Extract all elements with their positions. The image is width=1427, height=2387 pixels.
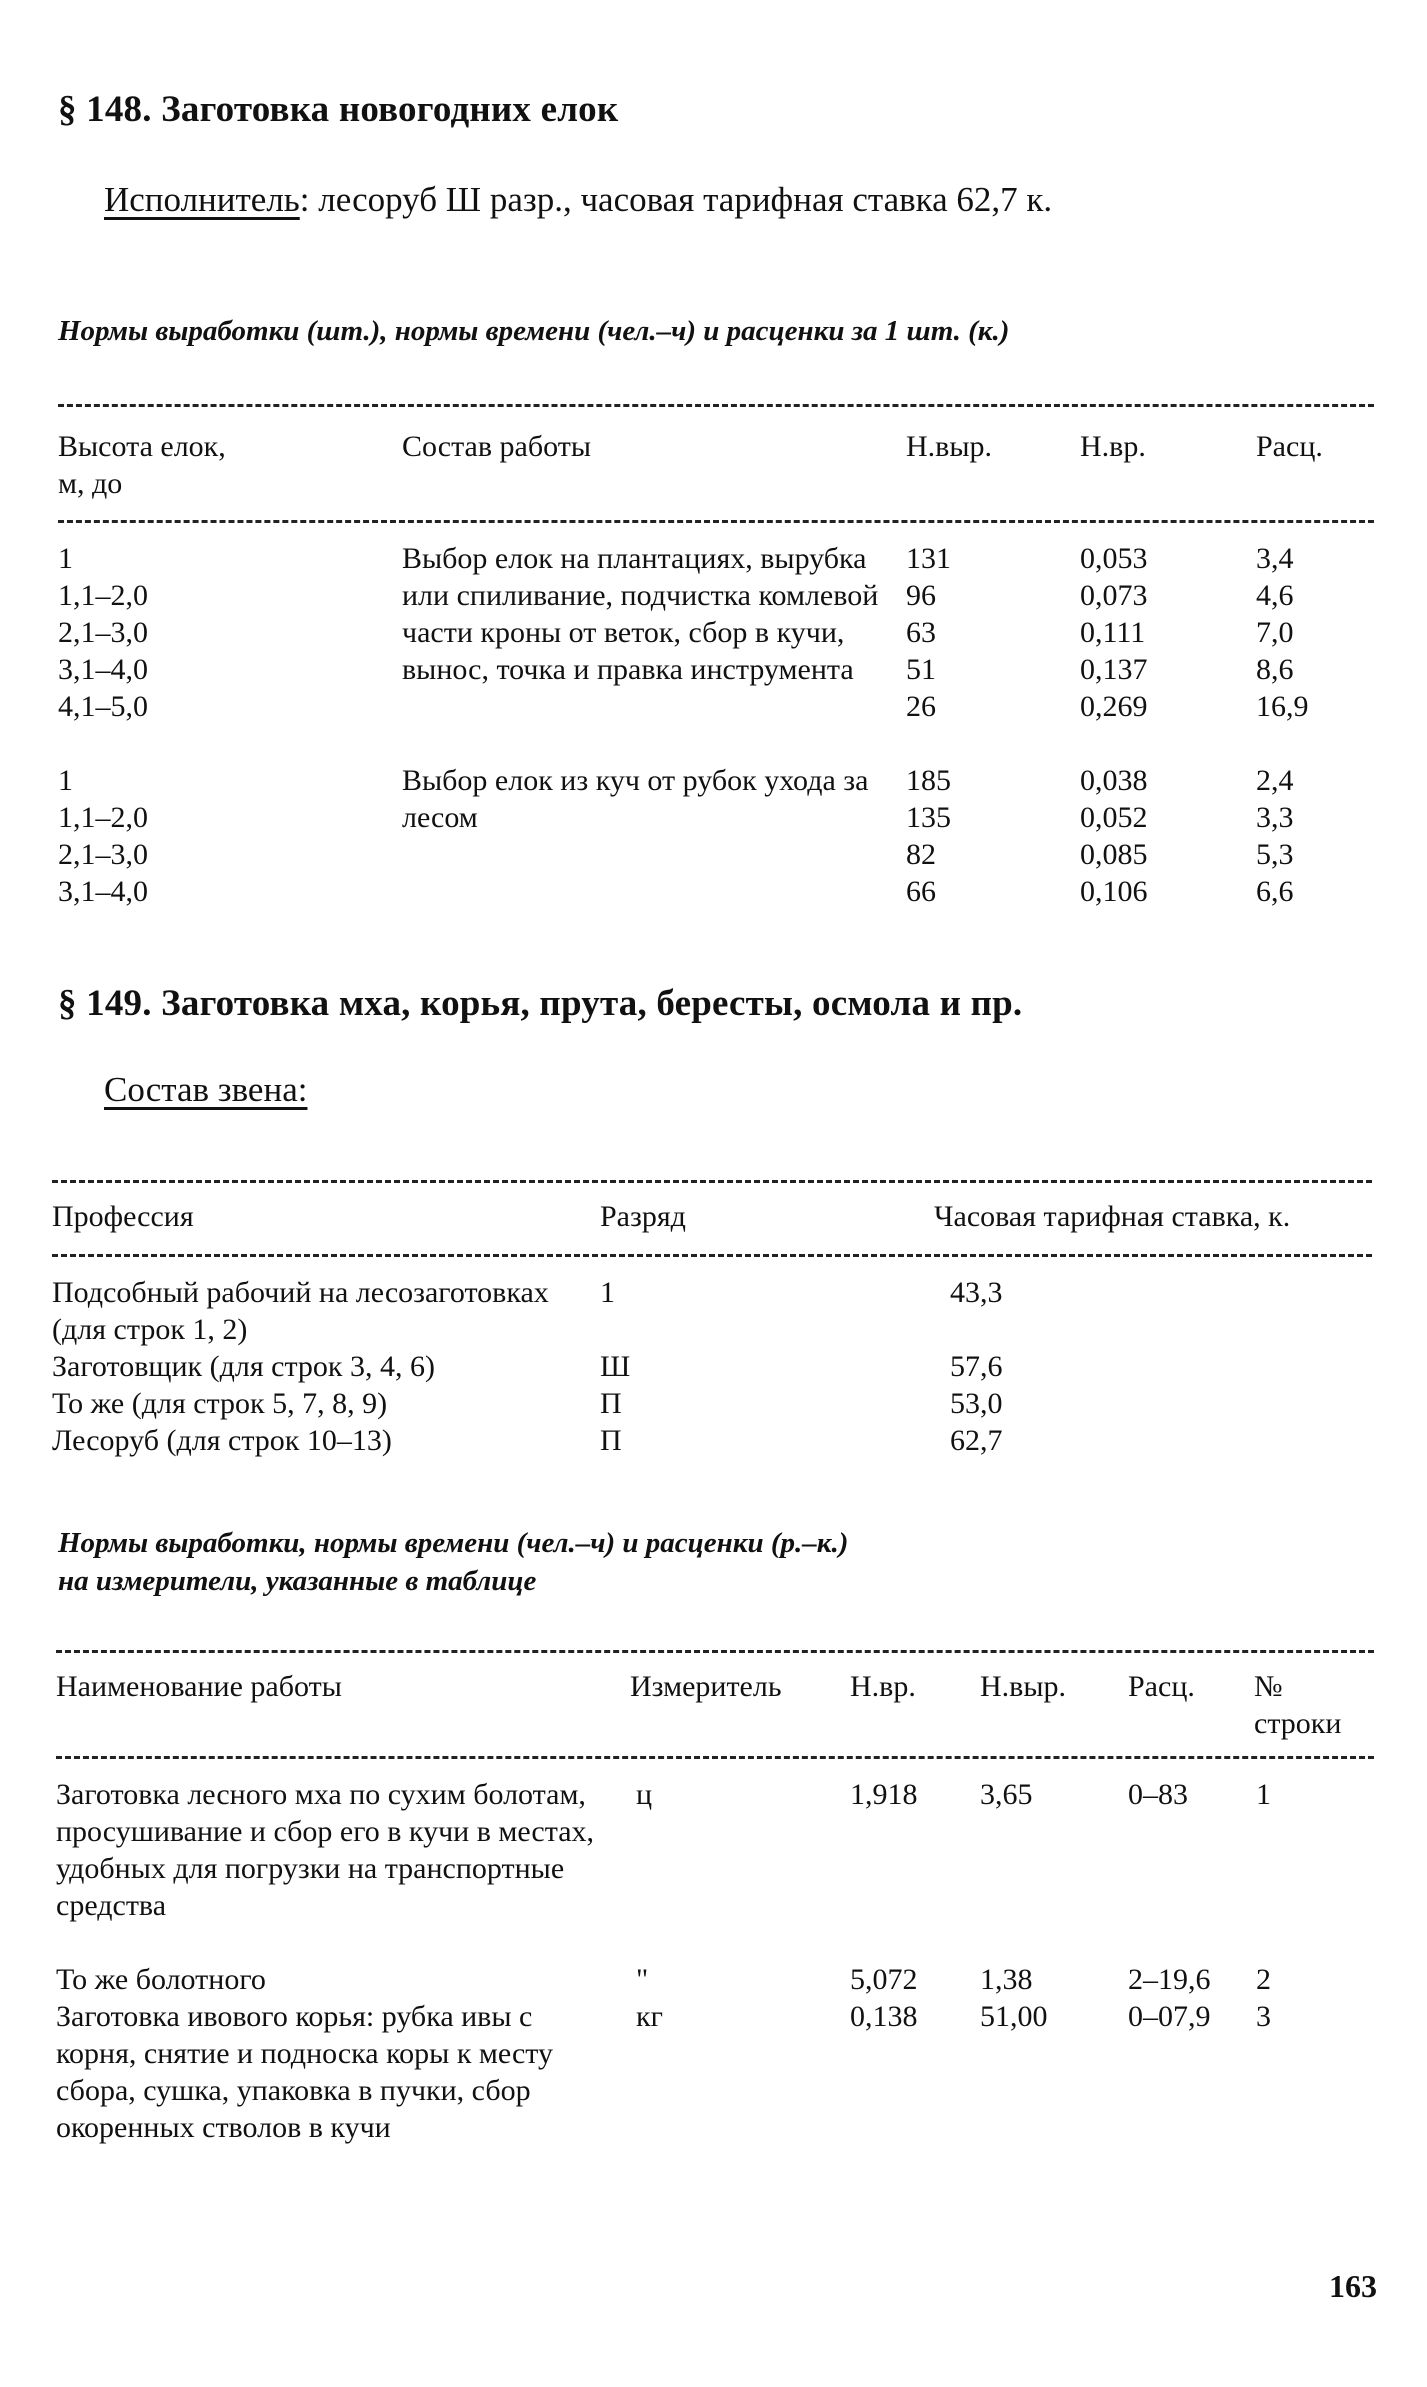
work-rasc: 0–07,9 [1128, 2000, 1211, 2033]
table-cell: 3,4 [1256, 542, 1294, 575]
work-row-no: 1 [1256, 1778, 1271, 1811]
crew-rate: 57,6 [950, 1350, 1003, 1383]
work-rasc: 2–19,6 [1128, 1963, 1211, 1996]
table-cell: 0,085 [1080, 838, 1148, 871]
table-cell: 2,4 [1256, 764, 1294, 797]
works-header-rasc: Расц. [1128, 1670, 1195, 1703]
work-row-no: 2 [1256, 1963, 1271, 1996]
works-table-top-rule [56, 1650, 1374, 1653]
table-cell: 2,1–3,0 [58, 616, 148, 649]
table-cell: 0,106 [1080, 875, 1148, 908]
table-cell: 5,3 [1256, 838, 1294, 871]
work-nvr: 1,918 [850, 1778, 918, 1811]
section-149-caption-line1: Нормы выработки, нормы времени (чел.–ч) и расценки (р.–к.) [58, 1527, 849, 1559]
header-height-unit: м, до [58, 467, 123, 500]
table-cell: 4,6 [1256, 579, 1294, 612]
crew-grade: П [600, 1424, 622, 1457]
crew-header-profession: Профессия [52, 1200, 194, 1233]
table-cell: 6,6 [1256, 875, 1294, 908]
table-cell: 0,137 [1080, 653, 1148, 686]
crew-rate: 62,7 [950, 1424, 1003, 1457]
table-cell: 185 [906, 764, 951, 797]
table-top-rule [58, 404, 1374, 407]
work-row-no: 3 [1256, 2000, 1271, 2033]
table-cell: 66 [906, 875, 936, 908]
work-name: То же болотного [56, 1963, 266, 1996]
table-cell: 0,052 [1080, 801, 1148, 834]
crew-rate: 43,3 [950, 1276, 1003, 1309]
works-header-nvr: Н.вр. [850, 1670, 916, 1703]
executor-text: : лесоруб Ш разр., часовая тарифная ставка 62,7 к. [299, 180, 1053, 219]
crew-grade: Ш [600, 1350, 631, 1383]
works-header-row-no: № строки [1254, 1670, 1342, 1740]
work-nvr: 5,072 [850, 1963, 918, 1996]
work-unit: ц [636, 1778, 653, 1811]
header-nvr: Н.вр. [1080, 430, 1146, 463]
table-cell: 0,269 [1080, 690, 1148, 723]
crew-table-header-rule [52, 1254, 1372, 1257]
work-nvyr: 3,65 [980, 1778, 1033, 1811]
executor-label: Исполнитель [104, 180, 300, 219]
table-cell: 26 [906, 690, 936, 723]
section-148-caption: Нормы выработки (шт.), нормы времени (чел.–ч) и расценки за 1 шт. (к.) [58, 315, 1010, 347]
table-header-rule [58, 520, 1374, 523]
section-149-caption-line2: на измерители, указанные в таблице [58, 1565, 537, 1597]
table-cell: 1 [58, 542, 73, 575]
table-cell: 0,053 [1080, 542, 1148, 575]
table-cell: 16,9 [1256, 690, 1309, 723]
table-cell: 1 [58, 764, 73, 797]
table-cell: 3,3 [1256, 801, 1294, 834]
works-header-unit: Измеритель [630, 1670, 782, 1703]
table-cell: 0,111 [1080, 616, 1146, 649]
section-148-title: § 148. Заготовка новогодних елок [58, 89, 619, 130]
work-description-2: Выбор елок из куч от рубок ухода за лесом [402, 764, 869, 834]
crew-grade: П [600, 1387, 622, 1420]
table-cell: 0,038 [1080, 764, 1148, 797]
table-cell: 3,1–4,0 [58, 875, 148, 908]
work-description-1: Выбор елок на плантациях, вырубка или спиливание, подчистка комлевой части кроны от веток, сбор в кучи, вынос, точка и правка инструмента [402, 542, 879, 686]
work-unit: кг [636, 2000, 663, 2033]
crew-table-top-rule [52, 1180, 1372, 1183]
executor-line [104, 180, 1052, 220]
table-cell: 0,073 [1080, 579, 1148, 612]
header-nvyr: Н.выр. [906, 430, 992, 463]
table-cell: 2,1–3,0 [58, 838, 148, 871]
works-table-header-rule [56, 1756, 1374, 1759]
table-cell: 51 [906, 653, 936, 686]
table-cell: 96 [906, 579, 936, 612]
crew-header-grade: Разряд [600, 1200, 686, 1233]
header-height: Высота елок, [58, 430, 226, 463]
table-cell: 131 [906, 542, 951, 575]
table-cell: 7,0 [1256, 616, 1294, 649]
crew-grade: 1 [600, 1276, 615, 1309]
work-nvr: 0,138 [850, 2000, 918, 2033]
table-cell: 1,1–2,0 [58, 801, 148, 834]
table-cell: 1,1–2,0 [58, 579, 148, 612]
table-cell: 135 [906, 801, 951, 834]
crew-rate: 53,0 [950, 1387, 1003, 1420]
header-rasc: Расц. [1256, 430, 1323, 463]
table-cell: 63 [906, 616, 936, 649]
works-header-nvyr: Н.выр. [980, 1670, 1066, 1703]
work-name: Заготовка ивового корья: рубка ивы с корня, снятие и подноска коры к месту сбора, сушка, упаковка в пучки, сбор окоренных стволов в кучи [56, 2000, 553, 2144]
crew-profession: Заготовщик (для строк 3, 4, 6) [52, 1350, 435, 1383]
header-work: Состав работы [402, 430, 591, 463]
section-149-title: § 149. Заготовка мха, корья, прута, бересты, осмола и пр. [58, 983, 1023, 1024]
work-nvyr: 1,38 [980, 1963, 1033, 1996]
crew-profession: Подсобный рабочий на лесозаготовках (для строк 1, 2) [52, 1276, 549, 1346]
crew-label: Состав звена: [104, 1070, 308, 1109]
table-cell: 4,1–5,0 [58, 690, 148, 723]
work-rasc: 0–83 [1128, 1778, 1188, 1811]
work-name: Заготовка лесного мха по сухим болотам, просушивание и сбор его в кучи в местах, удобных для погрузки на транспортные средства [56, 1778, 595, 1922]
work-nvyr: 51,00 [980, 2000, 1048, 2033]
work-unit: " [636, 1963, 649, 1996]
crew-header-rate: Часовая тарифная ставка, к. [934, 1200, 1291, 1233]
crew-profession: Лесоруб (для строк 10–13) [52, 1424, 392, 1457]
table-cell: 82 [906, 838, 936, 871]
table-cell: 8,6 [1256, 653, 1294, 686]
page-number: 163 [1329, 2268, 1377, 2304]
table-cell: 3,1–4,0 [58, 653, 148, 686]
works-header-name: Наименование работы [56, 1670, 342, 1703]
crew-profession: То же (для строк 5, 7, 8, 9) [52, 1387, 388, 1420]
